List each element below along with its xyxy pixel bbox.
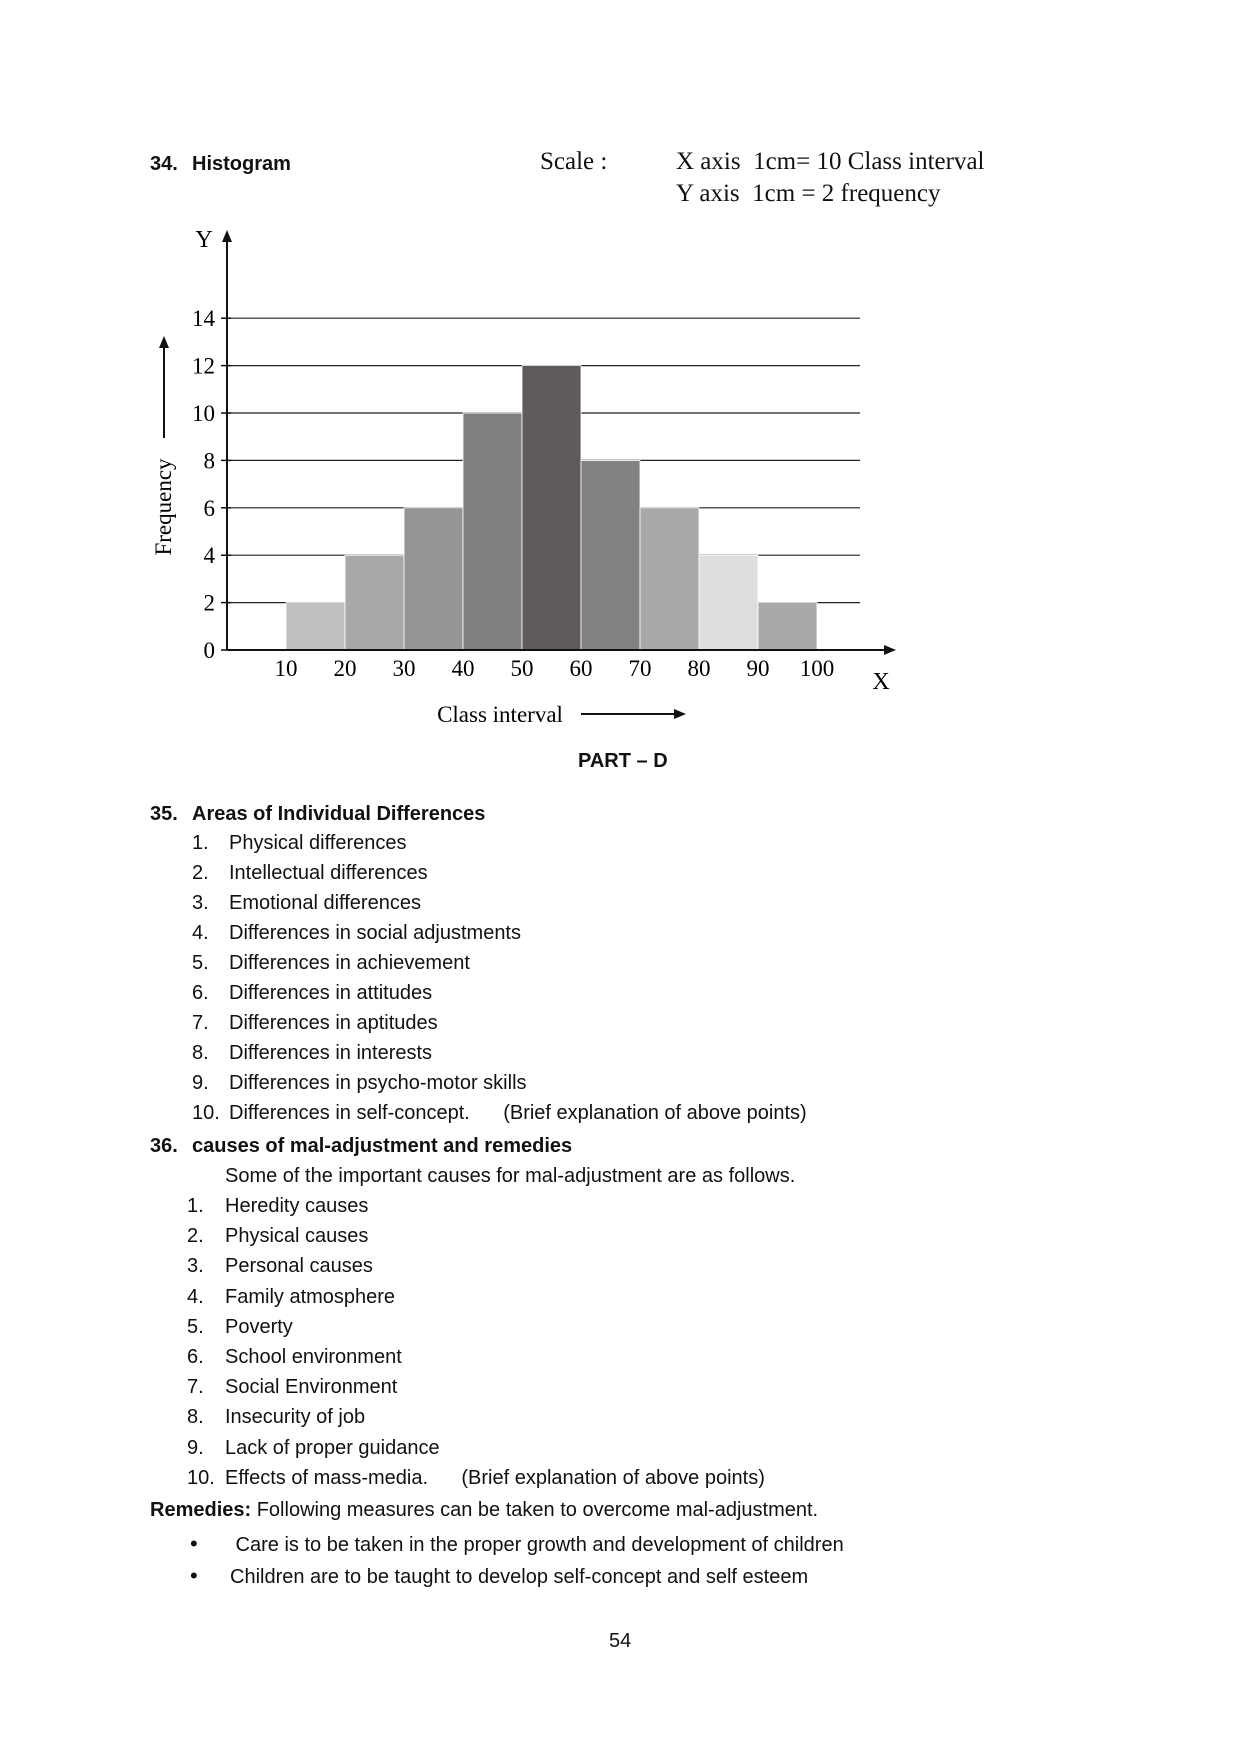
- y-tick-label: 2: [203, 590, 215, 616]
- q36-item-text: School environment: [225, 1346, 402, 1368]
- q36-item-text: Insecurity of job: [225, 1406, 366, 1429]
- remedy-text: Children are to be taught to develop self-concept and self esteem: [230, 1566, 809, 1588]
- y-tick-label: 0: [203, 638, 215, 663]
- q35-item: [192, 862, 428, 885]
- q35-item-number: 9.: [192, 1072, 209, 1094]
- x-tick-label: 80: [687, 656, 711, 681]
- q35-title: Areas of Individual Differences: [192, 803, 486, 825]
- scale-y-axis: Y axis 1cm = 2 frequency: [676, 180, 941, 207]
- q35-item-number: 8.: [192, 1042, 209, 1064]
- q36-item-number: 5.: [187, 1315, 204, 1338]
- q36-item-text: Heredity causes: [225, 1195, 369, 1217]
- q36-item-text: Lack of proper guidance: [225, 1436, 440, 1459]
- q36-item-number: 9.: [187, 1436, 204, 1459]
- q35-item-number: 1.: [192, 832, 209, 854]
- y-axis-label-arrow: [159, 336, 169, 438]
- q35-item-text: Differences in self-concept. (Brief explanation of above points): [229, 1102, 807, 1124]
- q36-item: [187, 1406, 365, 1429]
- x-tick-label: 20: [333, 656, 357, 681]
- q35-number: 35.: [150, 803, 178, 825]
- q35-item-number: 10.: [192, 1102, 220, 1124]
- histogram-bar: [758, 603, 817, 650]
- q35-item-text: Differences in interests: [229, 1042, 433, 1064]
- q36-item-number: 8.: [187, 1406, 204, 1429]
- q36-item: [187, 1286, 395, 1309]
- histogram-bar: [640, 508, 699, 650]
- histogram-bar: [345, 555, 404, 650]
- q36-item-text: Social Environment: [225, 1376, 398, 1399]
- q36-item-text: Physical causes: [225, 1225, 369, 1248]
- q34-number: 34.: [150, 153, 178, 175]
- x-tick-label: 70: [628, 656, 652, 681]
- x-axis-arrow-icon: [884, 645, 896, 655]
- x-tick-label: 50: [510, 656, 534, 681]
- q35-item-text: Differences in achievement: [229, 952, 470, 974]
- q36-item: [187, 1437, 440, 1460]
- q35-item-number: 4.: [192, 922, 209, 944]
- q35-item: [192, 892, 421, 915]
- y-axis-label: Frequency: [151, 458, 176, 556]
- q35-item-text: Differences in attitudes: [229, 982, 433, 1004]
- q35-item-text: Physical differences: [229, 832, 407, 854]
- y-tick-label: 6: [203, 495, 215, 521]
- q35-item-number: 3.: [192, 892, 209, 914]
- y-tick-label: 10: [192, 401, 215, 426]
- q36-item: [187, 1195, 368, 1218]
- remedy-text: Care is to be taken in the proper growth and development of children: [230, 1534, 844, 1556]
- q36-item: [187, 1225, 368, 1248]
- q36-item-number: 1.: [187, 1195, 204, 1217]
- remedy-item: [190, 1531, 844, 1557]
- q36-item: [187, 1376, 397, 1399]
- y-tick-label: 8: [203, 448, 215, 474]
- q35-item-number: 7.: [192, 1012, 209, 1034]
- q35-item-text: Differences in social adjustments: [229, 922, 521, 944]
- q36-item-text: Poverty: [225, 1315, 293, 1338]
- y-tick-label: 12: [192, 353, 215, 379]
- q35-item-text: Emotional differences: [229, 892, 421, 914]
- q34-title: Histogram: [192, 153, 291, 175]
- y-tick-label: 14: [192, 306, 215, 332]
- page-number: 54: [609, 1630, 632, 1652]
- q36-item-number: 7.: [187, 1376, 204, 1399]
- q36-item: [187, 1255, 373, 1278]
- histogram-chart: [140, 220, 910, 730]
- scale-x-axis: X axis 1cm= 10 Class interval: [676, 148, 985, 175]
- histogram-bar: [286, 603, 345, 650]
- histogram-bar: [463, 413, 522, 650]
- q35-item-number: 2.: [192, 862, 209, 884]
- q35-item: [192, 952, 470, 975]
- remedies-label: Remedies:: [150, 1499, 252, 1521]
- q35-item: [192, 1072, 527, 1095]
- q36-item-number: 2.: [187, 1225, 204, 1248]
- x-tick-label: 10: [274, 656, 298, 681]
- q35-item: [192, 1012, 438, 1035]
- q36-intro: Some of the important causes for mal-adjustment are as follows.: [225, 1165, 796, 1187]
- q35-item-text: Intellectual differences: [229, 862, 428, 884]
- y-tick-label: 4: [203, 543, 215, 569]
- q36-item: [187, 1467, 765, 1490]
- x-tick-label: 100: [799, 656, 835, 681]
- q36-item-number: 4.: [187, 1285, 204, 1308]
- histogram-bar: [522, 366, 581, 650]
- remedy-item: [190, 1563, 808, 1589]
- x-tick-label: 90: [746, 656, 770, 681]
- q36-item-number: 6.: [187, 1346, 204, 1368]
- bullet-icon: •: [190, 1563, 198, 1588]
- q35-item: [192, 1102, 807, 1125]
- q35-item: [192, 982, 432, 1005]
- bullet-icon: •: [190, 1531, 198, 1556]
- x-axis-label: Class interval: [437, 702, 563, 727]
- q35-item: [192, 832, 407, 855]
- part-heading: PART – D: [578, 750, 668, 772]
- q36-title: causes of mal-adjustment and remedies: [192, 1135, 573, 1157]
- q35-item-text: Differences in aptitudes: [229, 1012, 438, 1034]
- histogram-bar: [699, 555, 758, 650]
- q36-number: 36.: [150, 1135, 178, 1157]
- scale-label: Scale :: [540, 148, 608, 175]
- q35-item-number: 5.: [192, 952, 209, 974]
- x-tick-label: 60: [569, 656, 593, 681]
- histogram-bar: [404, 508, 463, 650]
- x-tick-label: 30: [392, 656, 416, 681]
- remedies-line: [150, 1499, 818, 1522]
- q35-item-number: 6.: [192, 982, 209, 1004]
- x-axis-label-arrow: [581, 709, 686, 719]
- q36-item-number: 3.: [187, 1255, 204, 1278]
- q35-item: [192, 1042, 432, 1065]
- q36-item: [187, 1346, 402, 1369]
- q36-item-text: Personal causes: [225, 1255, 373, 1278]
- q36-item: [187, 1316, 293, 1339]
- remedies-intro: Following measures can be taken to overcome mal-adjustment.: [251, 1499, 819, 1521]
- x-tick-label: 40: [451, 656, 475, 681]
- y-axis-arrow-icon: [222, 230, 232, 242]
- q36-item-number: 10.: [187, 1466, 215, 1489]
- q36-item-text: Effects of mass-media. (Brief explanation of above points): [225, 1466, 765, 1489]
- q36-item-text: Family atmosphere: [225, 1285, 396, 1308]
- y-axis-letter: Y: [195, 227, 213, 253]
- q35-item: [192, 922, 521, 945]
- histogram-bar: [581, 460, 640, 650]
- q35-item-text: Differences in psycho-motor skills: [229, 1072, 527, 1094]
- x-axis-letter: X: [872, 669, 890, 695]
